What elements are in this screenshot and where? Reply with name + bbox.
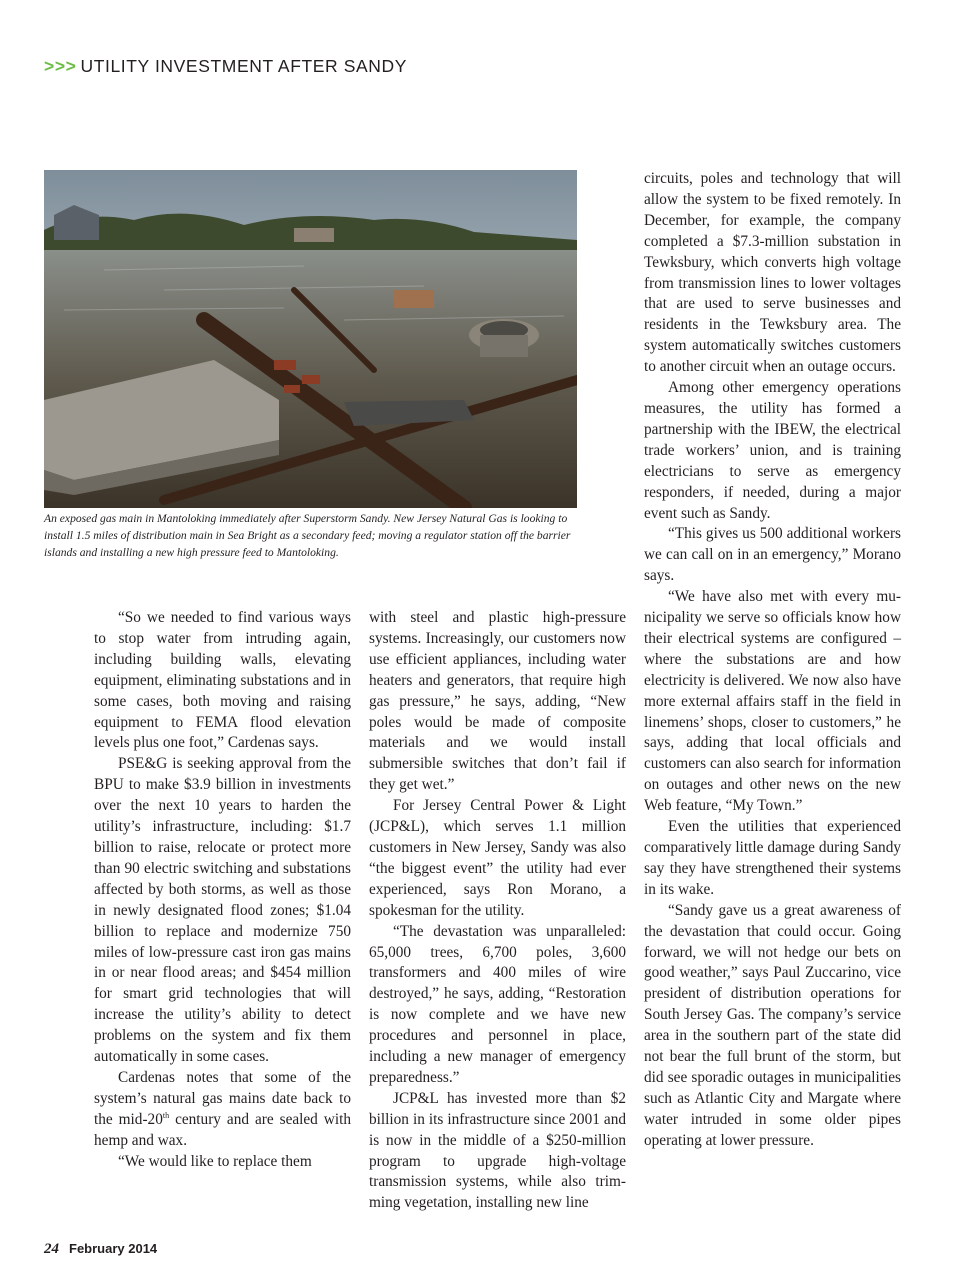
superscript: th xyxy=(162,1110,170,1120)
paragraph: For Jersey Central Power & Light (JCP&L), which serves 1.1 million customers in New Jersey, Sandy was also “the biggest event” the utility had ever experienced, says Ron Morano, a spokesman for the utility. xyxy=(369,797,626,919)
article-column-3 xyxy=(644,169,901,1152)
paragraph: “The devastation was unparalleled: 65,000 trees, 6,700 poles, 3,600 transformers and 400 miles of wire destroyed,” he says, adding, “Restoration is now complete and we have new procedures and personnel in place, including a new manager of emergency preparedness.” xyxy=(369,922,626,1086)
paragraph: with steel and plastic high-pressure systems. Increasingly, our customers now use efficient appliances, including water heaters and generators, that require high gas pressure,” he says, adding, “New poles would be made of composite materials and we would install submersible switches that don’t fail if they get wet.” xyxy=(369,609,626,794)
page-footer xyxy=(44,1241,157,1258)
paragraph: “We would like to replace them xyxy=(118,1152,312,1170)
paragraph-text: century and are sealed with hemp and wax. xyxy=(94,1110,351,1149)
storm-debris-illustration xyxy=(44,170,577,508)
section-header xyxy=(44,56,407,77)
article-photo xyxy=(44,170,577,508)
photo-caption: An exposed gas main in Mantoloking immediately after Superstorm Sandy. New Jersey Natural Gas is looking to install 1.5 miles of distribution main in Sea Bright as a secondary feed; moving a regulator station off the barrier islands and installing a new high pressure feed to Mantoloking. xyxy=(44,512,571,559)
paragraph xyxy=(94,1068,351,1152)
page-number: 24 xyxy=(44,1241,59,1257)
paragraph: “This gives us 500 additional workers we can call on in an emergency,” Morano says. xyxy=(644,525,901,585)
paragraph: “So we needed to find various ways to stop water from intruding again, including building walls, elevating equipment, eliminating substations and in some cases, both moving and raising equipment to FEMA flood elevation levels plus one foot,” Cardenas says. xyxy=(94,609,351,752)
paragraph: Even the utilities that experienced comparatively little damage during Sandy say they have strengthened their systems in its wake. xyxy=(644,818,901,898)
section-arrows: >>> xyxy=(44,56,77,76)
article-column-1 xyxy=(94,608,351,1172)
issue-date: February 2014 xyxy=(69,1241,158,1256)
paragraph: “Sandy gave us a great awareness of the devastation that could occur. Going forward, we will not hedge our bets on good weather,” says Paul Zuccarino, vice president of distribution operations for South Jersey Gas. The company’s service area in the southern part of the state did not bear the full brunt of the storm, but did see sporadic outages in municipalities such as Atlantic City and Margate where water intruded in some older pipes operating at lower pressure. xyxy=(644,901,901,1149)
article-column-2 xyxy=(369,608,626,1214)
paragraph-text: Cardenas notes that some of the system’s natural gas mains date back to the mid-20 xyxy=(94,1068,351,1128)
paragraph: circuits, poles and technology that will allow the system to be fixed remotely. In December, for example, the company completed a $7.3-million substation in Tewksbury, which converts high voltage from transmission lines to lower voltages that are used to serve businesses and residents in the Tewksbury area. The system automatically switches customers to another circuit when an outage occurs. xyxy=(644,170,901,376)
paragraph: “We have also met with every municipality we serve so officials know how their electrical systems are configured – where the substations are and how electricity is delivered. We now also have more external affairs staff in the field in linemens’ shops, closer to customers,” he says, adding that local officials and customers can also search for information on outages and other news on the new Web feature, “My Town.” xyxy=(644,588,901,815)
paragraph: Among other emergency operations measures, the utility has formed a partnership with the IBEW, the electrical trade workers’ union, and is training electricians to serve as emergency responders, if needed, during a major event such as Sandy. xyxy=(644,379,901,522)
paragraph: PSE&G is seeking approval from the BPU to make $3.9 billion in investments over the next 10 years to harden the utility’s infrastructure, including: $1.7 billion to raise, relocate or protect more than 90 electric switching and substations affected by both storms, as well as those in newly designated flood zones; $1.04 billion to replace and modernize 750 miles of low-pressure cast iron gas mains in or near flood areas; and $454 million for smart grid technologies that will increase the utility’s ability to detect problems on the system and fix them automatically in some cases. xyxy=(94,755,351,1066)
paragraph: JCP&L has invested more than $2 billion in its infrastructure since 2001 and is now in the middle of a $250-million program to upgrade high-voltage transmission systems, while also trimming vegetation, installing new line xyxy=(369,1089,626,1212)
section-title: UTILITY INVESTMENT AFTER SANDY xyxy=(80,56,408,76)
